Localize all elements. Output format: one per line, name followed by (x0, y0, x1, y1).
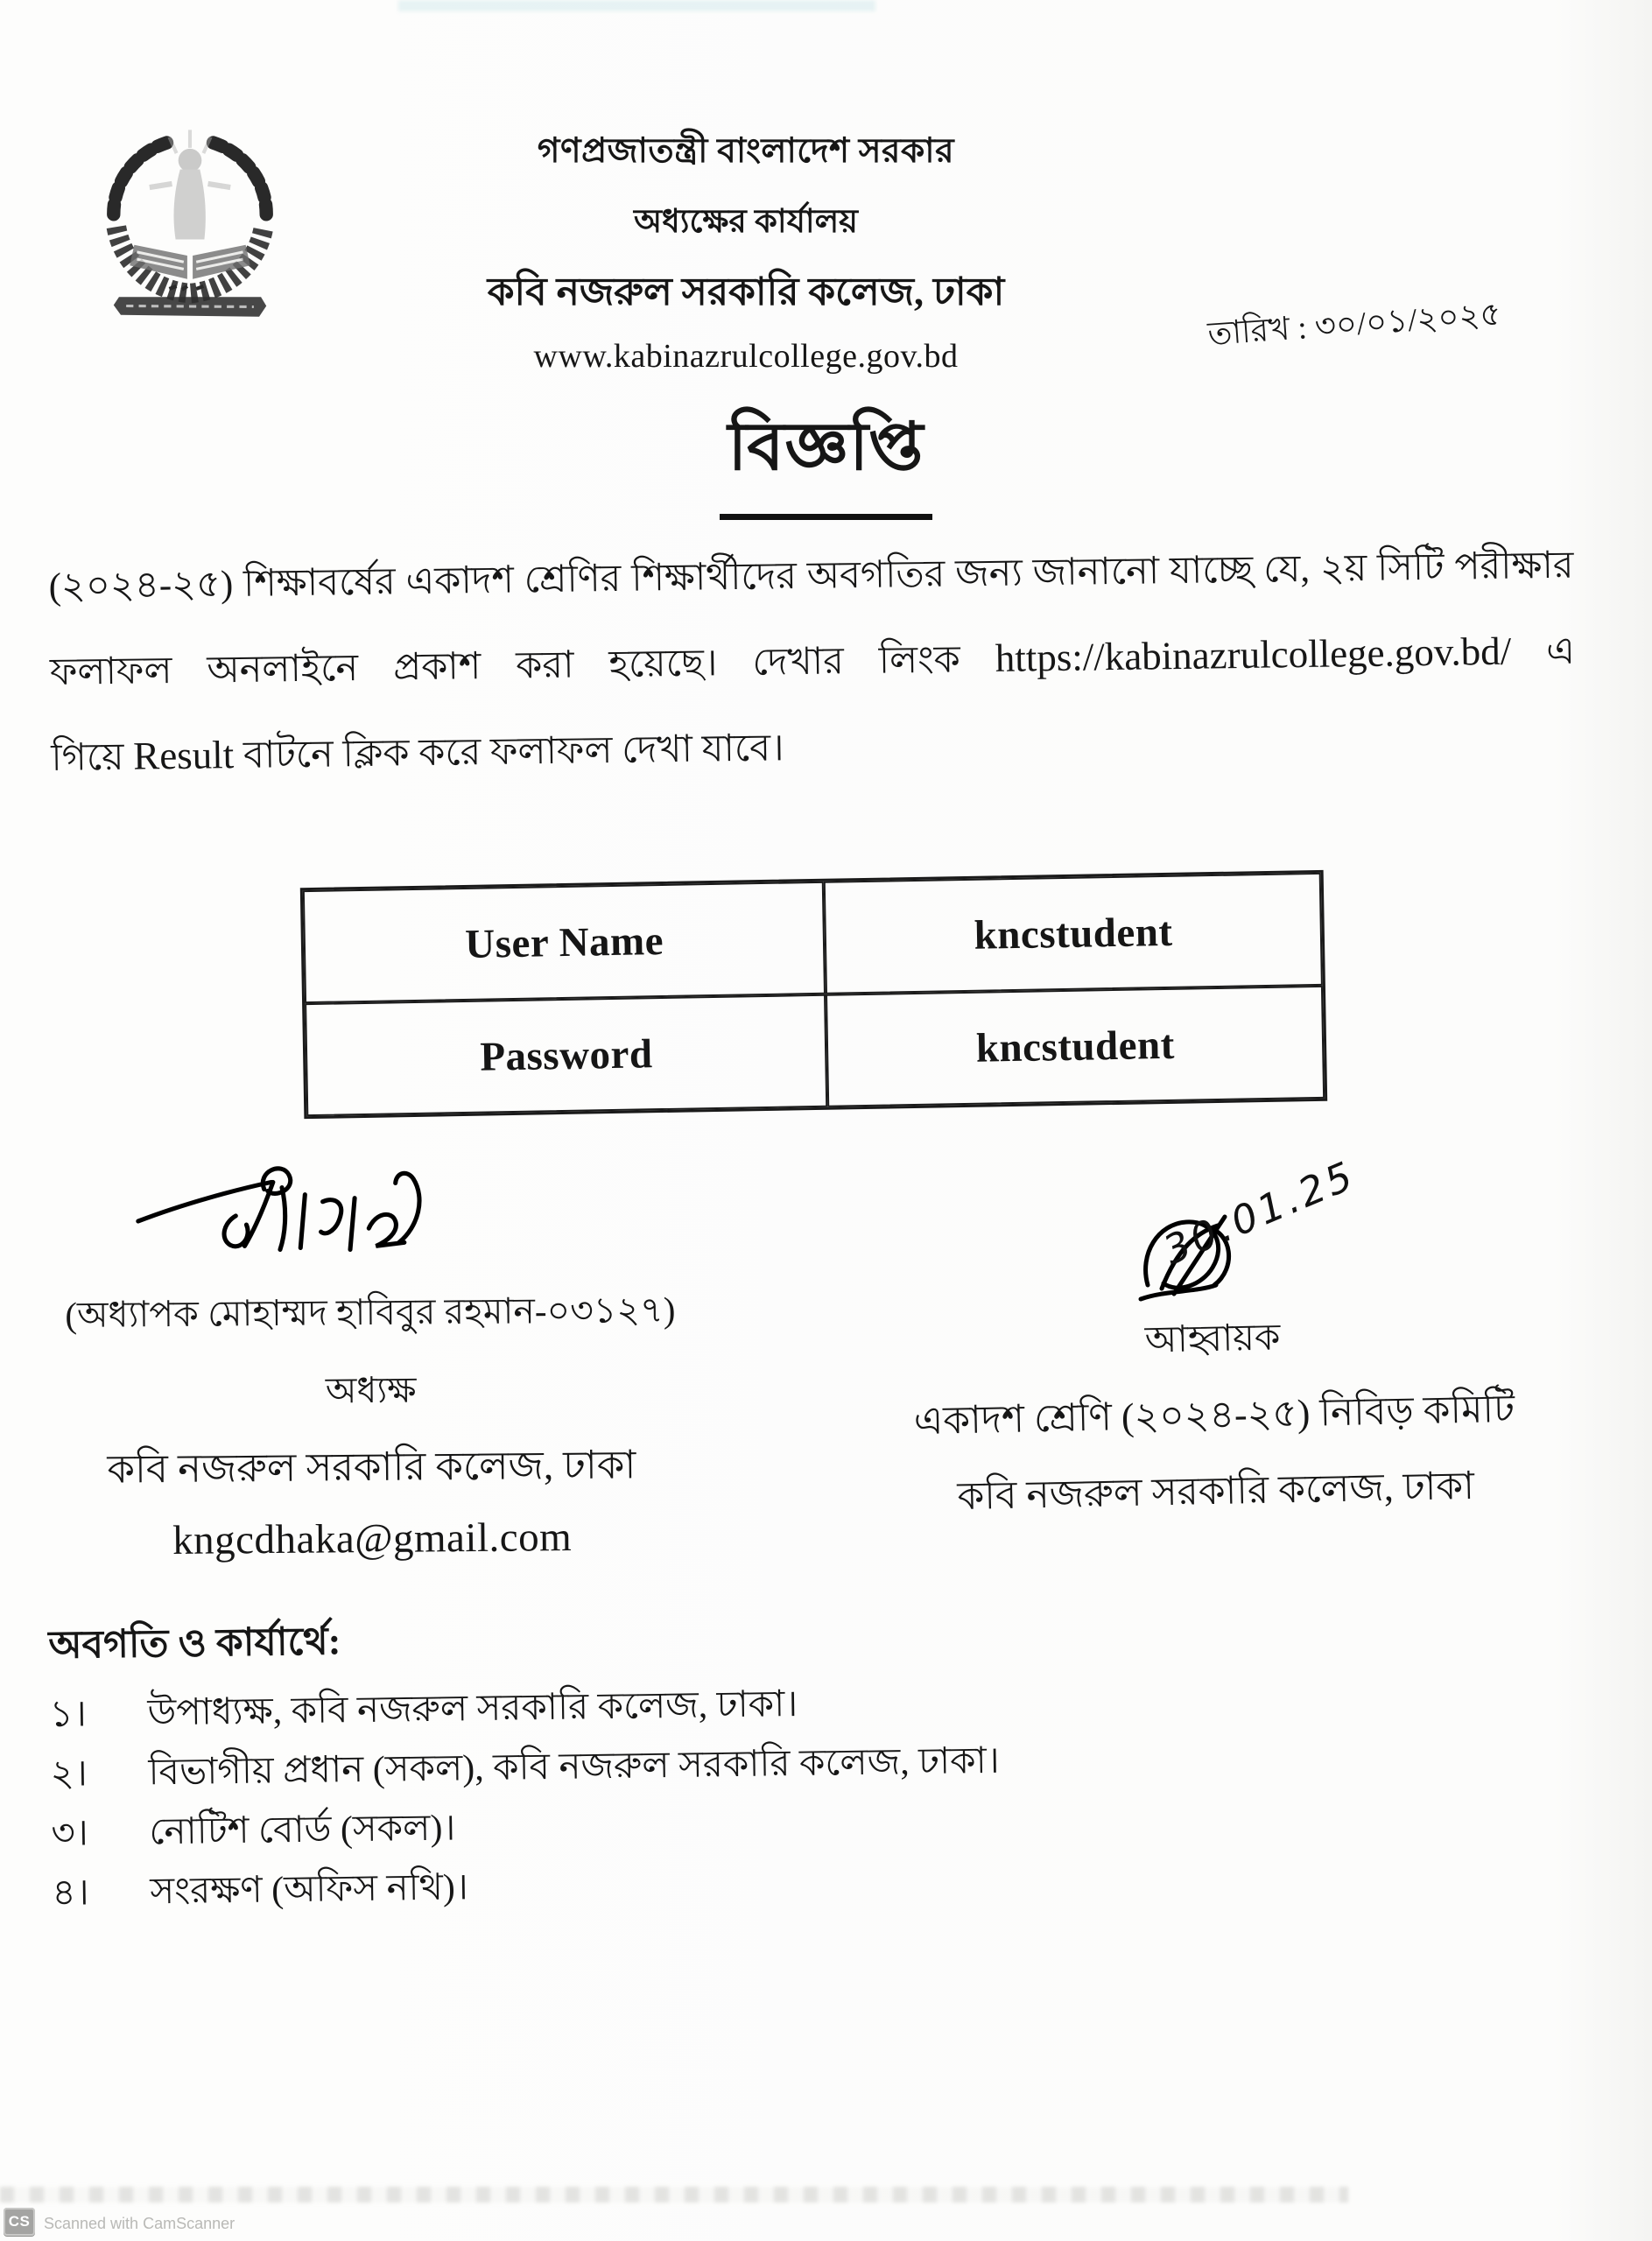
distribution-list (48, 1598, 1278, 1918)
result-button-word: Result (132, 733, 235, 778)
list-item-number: ২। (50, 1753, 88, 1795)
title-row (0, 396, 1652, 520)
notice-title: বিজ্ঞপ্তি (720, 396, 933, 520)
body-line-3-suffix: বাটনে ক্লিক করে ফলাফল দেখা যাবে। (233, 727, 784, 777)
password-value-cell: kncstudent (826, 986, 1325, 1107)
list-item-number: ৩। (51, 1813, 89, 1854)
list-item (52, 1851, 1278, 1918)
credentials-table (300, 870, 1327, 1119)
principal-signatory-block (45, 1282, 699, 1565)
principal-email: kngcdhaka@gmail.com (172, 1514, 573, 1563)
distribution-heading: অবগতি ও কার্যার্থে: (48, 1619, 341, 1667)
list-item (50, 1732, 1276, 1799)
body-line-3-prefix: গিয়ে (51, 736, 134, 779)
list-item (51, 1792, 1277, 1858)
principal-role: অধ্যক্ষ (325, 1369, 417, 1411)
notice-body (48, 523, 1577, 801)
body-line-2-prefix: ফলাফল অনলাইনে প্রকাশ করা হয়েছে। দেখার লিংক (49, 638, 996, 693)
office-name: অধ্যক্ষের কার্যালয় (634, 204, 858, 240)
list-item-text: বিভাগীয় প্রধান (সকল), কবি নজরুল সরকারি কলেজ, ঢাকা। (148, 1740, 1001, 1794)
scan-noise-strip (0, 2187, 1348, 2202)
result-link-url: https://kabinazrulcollege.gov.bd/ (995, 629, 1512, 680)
list-item-number: ১। (49, 1694, 88, 1735)
convener-committee: একাদশ শ্রেণি (২০২৪-২৫) নিবিড় কমিটি (913, 1387, 1515, 1444)
principal-signature (121, 1152, 443, 1285)
notice-date: তারিখ : ৩০/০১/২০২৫ (1206, 296, 1502, 354)
list-item-number: ৪। (52, 1872, 90, 1914)
principal-college: কবি নজরুল সরকারি কলেজ, ঢাকা (107, 1443, 636, 1492)
body-line-1: (২০২৪-২৫) শিক্ষাবর্ষের একাদশ শ্রেণির শিক্ষার্থীদের অবগতির জন্য জানানো যাচ্ছে যে, ২য় সিটি পরীক্ষার (48, 544, 1574, 608)
list-item-text: নোটিশ বোর্ড (সকল)। (149, 1808, 456, 1853)
convener-signature-date: 30.01.25 (1156, 1151, 1362, 1274)
college-seal-icon (86, 117, 294, 324)
faint-scan-artifact (398, 0, 875, 11)
college-name: কবি নজরুল সরকারি কলেজ, ঢাকা (487, 270, 1005, 313)
username-value-cell: kncstudent (824, 873, 1323, 994)
list-item (49, 1673, 1276, 1739)
college-website: www.kabinazrulcollege.gov.bd (533, 338, 959, 375)
convener-signatory-block (890, 1303, 1537, 1532)
username-label-cell: User Name (303, 882, 826, 1003)
convener-college: কবি নজরুল সরকারি কলেজ, ঢাকা (957, 1464, 1475, 1519)
list-item-text: সংরক্ষণ (অফিস নথি)। (150, 1867, 469, 1913)
camscanner-badge-icon: CS (4, 2208, 35, 2236)
letterhead (369, 124, 1122, 376)
password-label-cell: Password (305, 994, 828, 1116)
body-line-2-suffix: এ (1510, 630, 1576, 673)
convener-role: আহ্বায়ক (1144, 1317, 1281, 1361)
list-item-text: উপাধ্যক্ষ, কবি নজরুল সরকারি কলেজ, ঢাকা। (147, 1684, 798, 1734)
government-name: গণপ্রজাতন্ত্রী বাংলাদেশ সরকার (537, 132, 955, 170)
camscanner-watermark-text: Scanned with CamScanner (44, 2215, 235, 2232)
principal-name: (অধ্যাপক মোহাম্মদ হাবিবুর রহমান-০৩১২৭) (65, 1289, 676, 1336)
